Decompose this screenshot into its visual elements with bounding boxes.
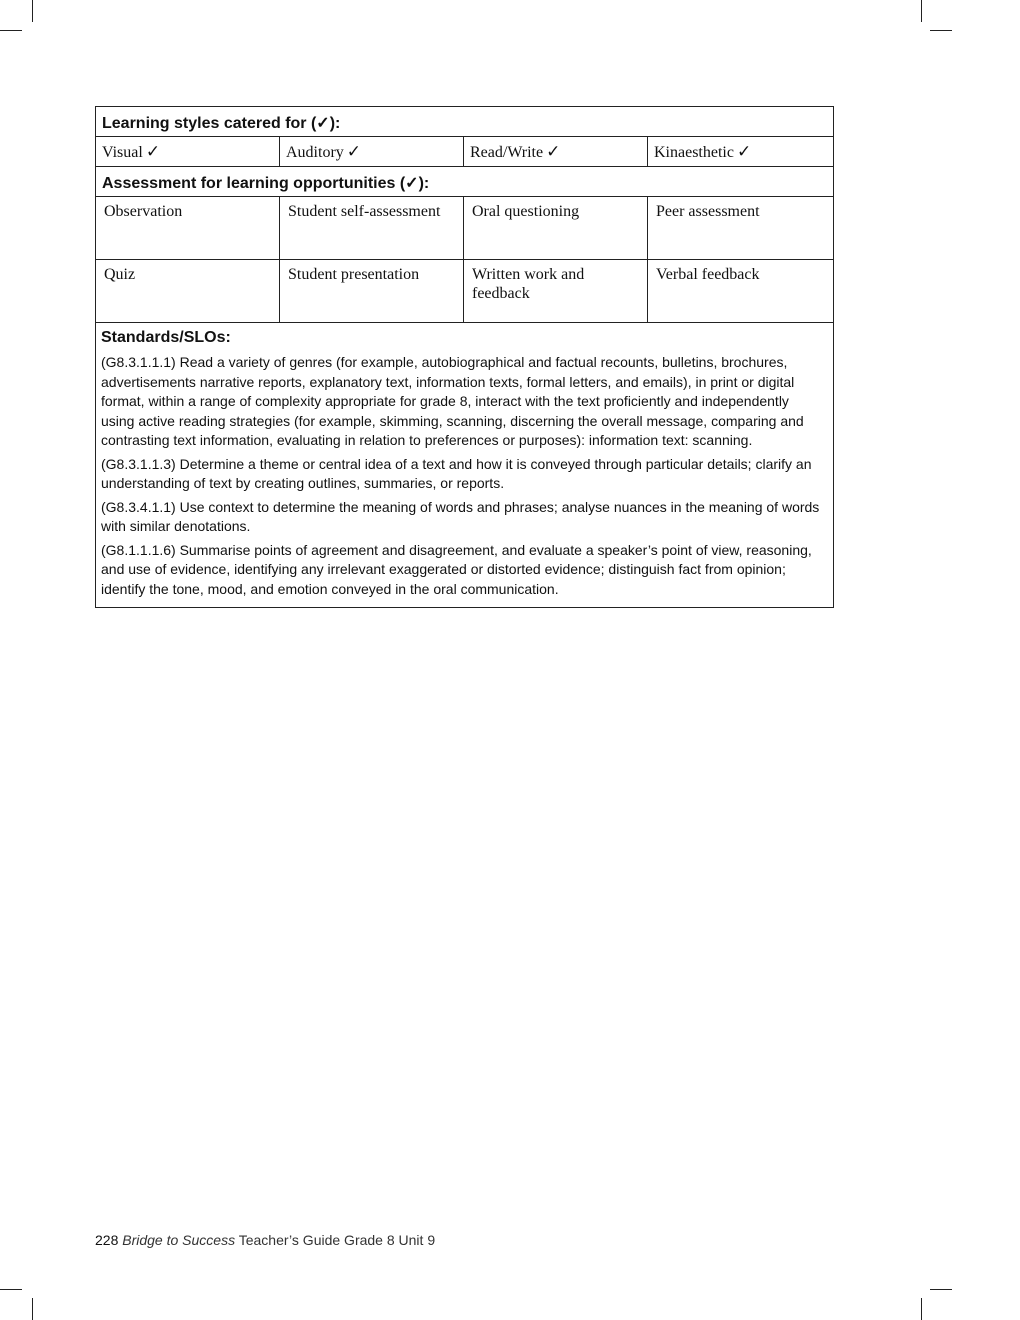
standard-paragraph: (G8.1.1.1.6) Summarise points of agreement and disagreement, and evaluate a speaker’s point of view, reasoning, and use of evidence, identifying any irrelevant exaggerated or distorted evidence; distinguish fact from opinion; identify the tone, mood, and emotion conveyed in the oral communication. [101, 541, 812, 597]
learning-style-label: Kinaesthetic [654, 144, 734, 161]
assessment-cell: Verbal feedback [648, 260, 834, 323]
standard-paragraph: (G8.3.1.1.1) Read a variety of genres (for example, autobiographical and factual recounts, bulletins, brochures, advertisements narrative reports, explanatory text, information texts, formal letters, and emails), in print or digital format, within a range of complexity appropriate for grade 8, interact with the text proficiently and independently using active reading strategies (for example, skimming, scanning, discerning the overall message, comparing and contrasting text information, evaluating in relation to preferences or purposes): information text: scanning. [101, 354, 804, 448]
assessment-cell: Student self-assessment [280, 197, 464, 260]
check-mark-icon: ✓ [546, 142, 561, 162]
book-title: Bridge to Success [122, 1232, 236, 1248]
assessment-heading: Assessment for learning opportunities (✓): [96, 167, 834, 197]
assessment-cell: Quiz [96, 260, 280, 323]
assessment-cell: Oral questioning [464, 197, 648, 260]
check-mark-icon: ✓ [346, 142, 362, 162]
book-subtitle: Teacher’s Guide Grade 8 Unit 9 [238, 1232, 436, 1248]
learning-style-auditory [280, 137, 464, 167]
standard-paragraph: (G8.3.1.1.3) Determine a theme or central idea of a text and how it is conveyed through particular details; clarify an understanding of text by creating outlines, summaries, or reports. [101, 455, 812, 491]
page-number: 228 [95, 1232, 119, 1248]
crop-mark [921, 1298, 922, 1320]
learning-styles-heading: Learning styles catered for (✓): [96, 107, 834, 137]
check-mark-icon: ✓ [736, 142, 752, 162]
standard-paragraph: (G8.3.4.1.1) Use context to determine the meaning of words and phrases; analyse nuances in the meaning of words with similar denotations. [101, 498, 820, 534]
crop-mark [930, 1289, 952, 1290]
assessment-cell: Student presentation [280, 260, 464, 323]
learning-style-kinaesthetic [648, 137, 834, 167]
assessment-cell: Written work and feedback [464, 260, 648, 323]
lesson-plan-table [95, 106, 834, 608]
assessment-cell: Peer assessment [648, 197, 834, 260]
learning-style-label: Read/Write [470, 144, 544, 161]
page-footer [95, 1232, 435, 1248]
learning-style-read-write [464, 137, 648, 167]
standards-section [96, 323, 834, 608]
crop-mark [32, 1298, 33, 1320]
crop-mark [0, 30, 22, 31]
crop-mark [921, 0, 922, 22]
crop-mark [0, 1289, 22, 1290]
check-mark-icon: ✓ [145, 142, 161, 162]
learning-style-label: Visual [102, 144, 143, 161]
learning-style-visual [96, 137, 280, 167]
crop-mark [32, 0, 33, 22]
assessment-cell: Observation [96, 197, 280, 260]
crop-mark [930, 30, 952, 31]
learning-style-label: Auditory [286, 144, 344, 161]
standards-heading: Standards/SLOs: [101, 329, 231, 346]
